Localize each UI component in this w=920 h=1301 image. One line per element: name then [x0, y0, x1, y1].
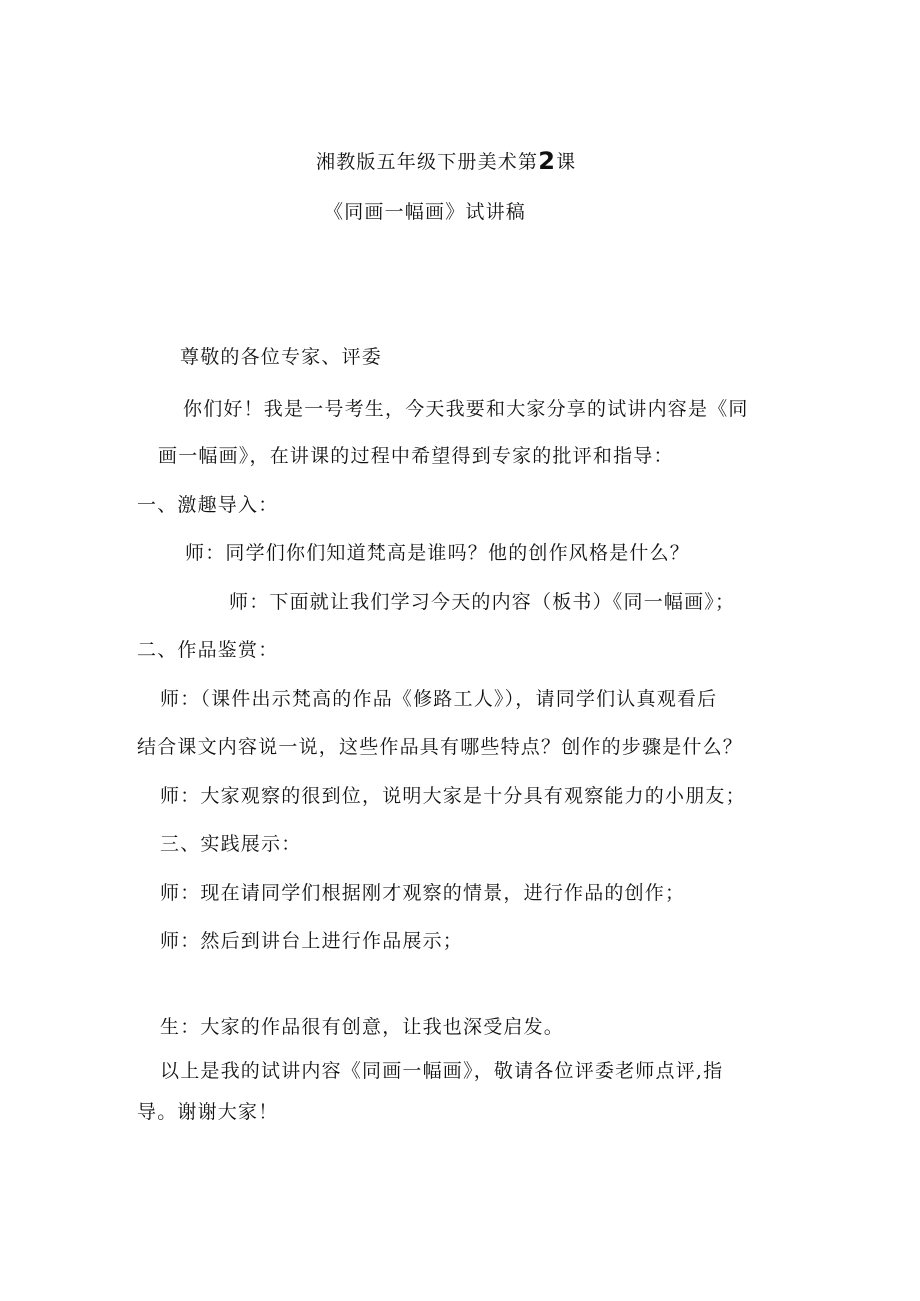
- section-3-line-2: 师：然后到讲台上进行作品展示；: [160, 930, 464, 952]
- section-2-line-1b: 结合课文内容说一说，这些作品具有哪些特点？创作的步骤是什么？: [137, 736, 744, 758]
- doc-title-line1: [316, 148, 576, 175]
- greeting: 尊敬的各位专家、评委: [180, 346, 383, 368]
- intro-line-2: 画一幅画》，在讲课的过程中希望得到专家的批评和指导：: [158, 445, 674, 467]
- intro-line-1: 你们好！我是一号考生，今天我要和大家分享的试讲内容是《同: [183, 398, 749, 420]
- doc-title-lesson-number: 2: [538, 147, 557, 175]
- doc-title-prefix: 湘教版五年级下册美术第: [316, 151, 539, 173]
- section-3-line-1: 师：现在请同学们根据刚才观察的情景，进行作品的创作；: [160, 882, 686, 904]
- closing-line-1: 以上是我的试讲内容《同画一幅画》，敬请各位评委老师点评,指: [160, 1060, 724, 1082]
- student-response: 生：大家的作品很有创意，让我也深受启发。: [160, 1016, 565, 1038]
- closing-line-2: 导。谢谢大家！: [137, 1101, 279, 1123]
- section-heading-2: 二、作品鉴赏：: [137, 639, 279, 661]
- doc-title-suffix: 课: [556, 151, 577, 173]
- section-1-line-1: 师：同学们你们知道梵高是谁吗？他的创作风格是什么？: [185, 542, 691, 564]
- section-heading-3: 三、实践展示：: [160, 833, 302, 855]
- doc-title-line2: 《同画一幅画》试讲稿: [324, 201, 527, 223]
- section-1-line-2: 师：下面就让我们学习今天的内容（板书）《同一幅画》；: [229, 591, 736, 613]
- section-2-line-2: 师：大家观察的很到位，说明大家是十分具有观察能力的小朋友；: [160, 785, 746, 807]
- section-2-line-1a: 师：（课件出示梵高的作品《修路工人》），请同学们认真观看后: [160, 688, 718, 710]
- section-heading-1: 一、激趣导入：: [137, 494, 279, 516]
